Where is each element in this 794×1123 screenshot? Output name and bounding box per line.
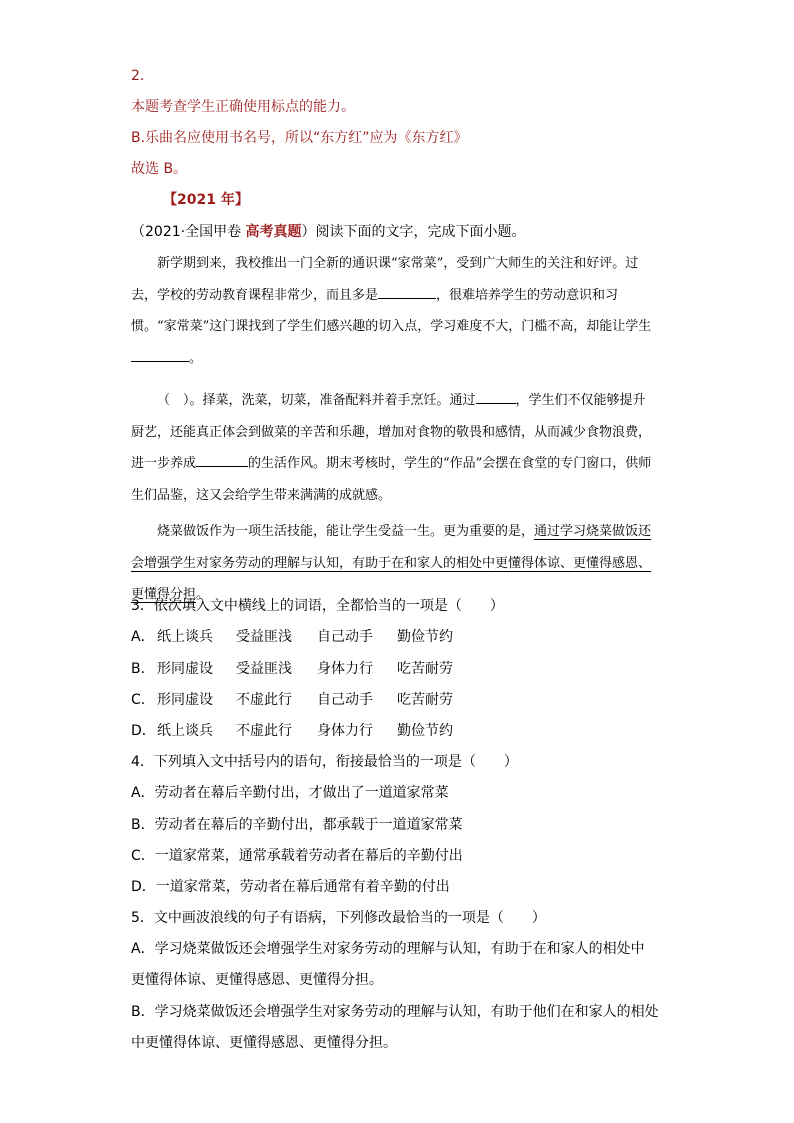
fill-blank-2 bbox=[131, 347, 189, 362]
answer-detail: B.乐曲名应使用书名号，所以“东方红”应为《东方红》 bbox=[131, 130, 468, 146]
fill-blank-4 bbox=[196, 452, 248, 467]
source-instruction: ）阅读下面的文字，完成下面小题。 bbox=[301, 224, 526, 240]
q4-option-c[interactable]: C．一道家常菜，通常承载着劳动者在幕后的辛勤付出 bbox=[131, 848, 463, 864]
answer-number: 2． bbox=[131, 68, 154, 84]
q4-option-d[interactable]: D．一道家常菜，劳动者在幕后通常有着辛勤的付出 bbox=[131, 879, 450, 895]
answer-conclusion: 故选 B。 bbox=[131, 161, 188, 177]
passage-paragraph-1: 新学期到来，我校推出一门全新的通识课“家常菜”，受到广大师生的关注和好评。过去，学校的劳动教育课程非常少，而且多是 ，很难培养学生的劳动意识和习惯。“家常菜”这门课找到了学生们感兴趣的切入点，学习难度不大，门槛不高，却能让学生。 bbox=[131, 256, 652, 366]
q5-option-b-continued: 中更懂得体谅、更懂得感恩、更懂得分担。 bbox=[131, 1035, 397, 1051]
source-prefix: （2021·全国甲卷 bbox=[131, 224, 246, 240]
q4-option-b[interactable]: B．劳动者在幕后的辛勤付出，都承载于一道道家常菜 bbox=[131, 817, 463, 833]
question-3-stem: 3．依次填入文中横线上的词语，全都恰当的一项是（ ） bbox=[131, 598, 504, 614]
question-5-stem: 5．文中画波浪线的句子有语病，下列修改最恰当的一项是（ ） bbox=[131, 910, 546, 926]
wavy-underlined-sentence: 通过学习烧菜做饭还会增强学生对家务劳动的理解与认知，有助于在和家人的相处中更懂得体谅、更懂得感恩、更懂得分担 bbox=[131, 524, 652, 602]
q5-option-a-continued: 更懂得体谅、更懂得感恩、更懂得分担。 bbox=[131, 972, 383, 988]
answer-explanation: 本题考查学生正确使用标点的能力。 bbox=[131, 99, 355, 115]
q4-option-a[interactable]: A．劳动者在幕后辛勤付出，才做出了一道道家常菜 bbox=[131, 785, 449, 801]
question-source bbox=[131, 222, 526, 242]
fill-blank-3 bbox=[476, 389, 516, 404]
question-4-stem: 4．下列填入文中括号内的语句，衔接最恰当的一项是（ ） bbox=[131, 754, 518, 770]
year-heading: 【2021 年】 bbox=[163, 192, 249, 208]
q5-option-a[interactable]: A．学习烧菜做饭还会增强学生对家务劳动的理解与认知，有助于在和家人的相处中 bbox=[131, 941, 645, 957]
q5-option-b[interactable]: B．学习烧菜做饭还会增强学生对家务劳动的理解与认知，有助于他们在和家人的相处 bbox=[131, 1004, 659, 1020]
source-exam-type: 高考真题 bbox=[245, 224, 302, 240]
passage-paragraph-3: 烧菜做饭作为一项生活技能，能让学生受益一生。更为重要的是，通过学习烧菜做饭还会增强学生对家务劳动的理解与认知，有助于在和家人的相处中更懂得体谅、更懂得感恩、更懂得分担。 bbox=[131, 524, 652, 602]
reading-passage bbox=[131, 248, 656, 611]
passage-paragraph-2: （ ）。择菜，洗菜，切菜，准备配料并着手烹饪。通过 ，学生们不仅能够提升厨艺，还能真正体会到做菜的辛苦和乐趣，增加对食物的敬畏和感情，从而减少食物浪费，进一步养成 的生活作风。期末考核时，学生的“作品”会摆在食堂的专门窗口，供师生们品鉴，这又会给学生带来满满的成就感。 bbox=[131, 385, 656, 511]
fill-blank-1 bbox=[378, 284, 436, 299]
